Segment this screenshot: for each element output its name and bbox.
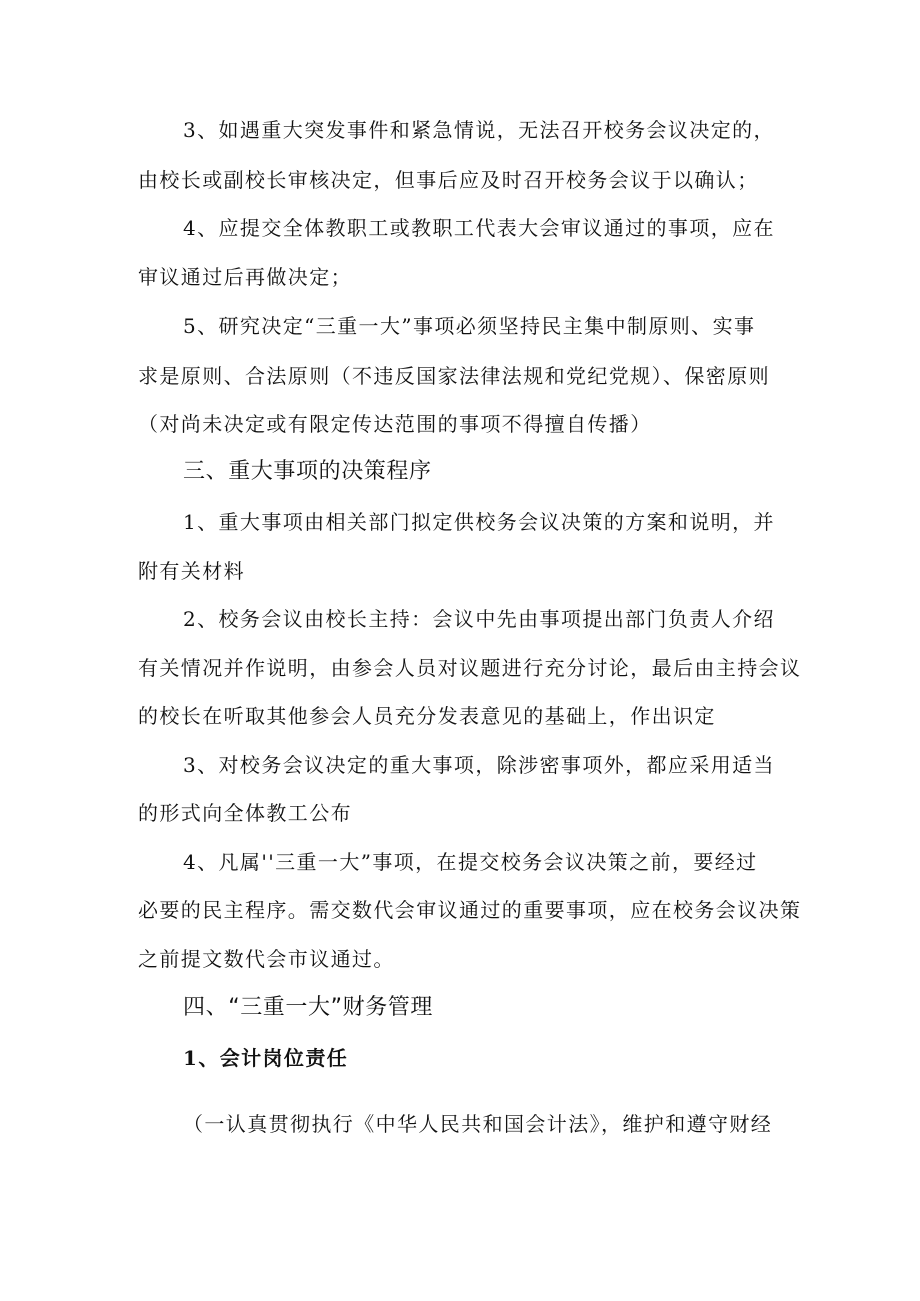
- item-5-line-3: （对尚未决定或有限定传达范围的事项不得擅自传播）: [138, 412, 652, 436]
- s3-item-1-line-2: 附有关材料: [138, 559, 245, 583]
- section-four-para-line-1: （一认真贯彻执行《中华人民共和国会计法》，维护和遵守财经: [183, 1112, 773, 1136]
- item-3-line-2: 由校长或副校长审核决定，但事后应及时召开校务会议于以确认；: [138, 168, 759, 192]
- s3-item-4-line-3: 之前提文数代会市议通过。: [138, 947, 395, 971]
- s3-item-3-line-2: 的形式向全体教工公布: [138, 801, 352, 825]
- item-5-line-2: 求是原则、合法原则（不违反国家法律法规和党纪党规）、保密原则: [138, 364, 770, 388]
- section-four-heading: 四、“三重一大”财务管理: [183, 995, 433, 1020]
- section-four-subheading: 1、会计岗位责任: [183, 1046, 349, 1070]
- item-3-line-1: 3、如遇重大突发事件和紧急情说，无法召开校务会议决定的，: [183, 118, 775, 142]
- s3-item-2-line-1: 2、校务会议由校长主持：会议中先由事项提出部门负责人介绍: [183, 607, 775, 631]
- s3-item-4-line-1: 4、凡属''三重一大”事项，在提交校务会议决策之前，要经过: [183, 850, 758, 874]
- section-three-heading: 三、重大事项的决策程序: [183, 459, 432, 484]
- s3-item-2-line-2: 有关情况并作说明，由参会人员对议题进行充分讨论，最后由主持会议: [138, 656, 802, 680]
- item-4-line-2: 审议通过后再做决定；: [138, 265, 352, 289]
- s3-item-4-line-2: 必要的民主程序。需交数代会审议通过的重要事项，应在校务会议决策: [138, 898, 802, 922]
- s3-item-2-line-3: 的校长在听取其他参会人员充分发表意见的基础上，作出识定: [138, 704, 716, 728]
- item-4-line-1: 4、应提交全体教职工或教职工代表大会审议通过的事项，应在: [183, 216, 775, 240]
- item-5-line-1: 5、研究决定“三重一大”事项必须坚持民主集中制原则、实事: [183, 314, 756, 338]
- s3-item-3-line-1: 3、对校务会议决定的重大事项，除涉密事项外，都应采用适当: [183, 753, 775, 777]
- s3-item-1-line-1: 1、重大事项由相关部门拟定供校务会议决策的方案和说明，并: [183, 510, 775, 534]
